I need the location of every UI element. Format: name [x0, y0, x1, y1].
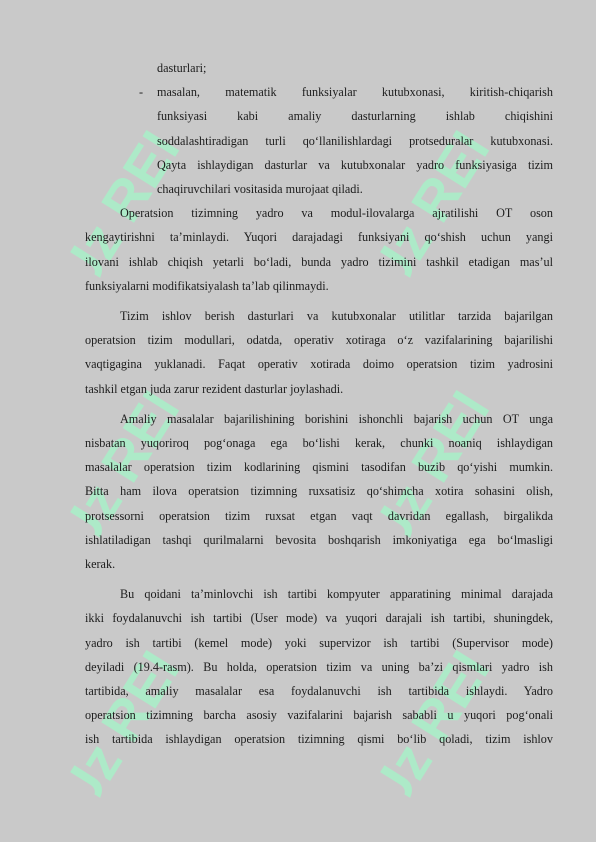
- paragraph: [85, 582, 553, 751]
- text-line-row: [85, 407, 553, 431]
- svg-text:Uz REF: Uz REF: [55, 122, 195, 288]
- text-line-row: [85, 225, 553, 249]
- text-line-row: [85, 552, 553, 576]
- text-line: ish tartibida ishlaydigan operatsion tizimning qismi bo‘lib qoladi, tizim ishlov: [85, 732, 553, 747]
- document-body: [85, 56, 553, 752]
- text-line-row: [85, 479, 553, 503]
- text-line: Tizim ishlov berish dasturlari va kutubxonalar utilitlar tarzida bajarilgan: [120, 309, 553, 324]
- text-line: tartibida, amaliy masalalar esa foydalanuvchi ish tartibida ishlaydi. Yadro: [85, 684, 553, 699]
- text-line: funksiyasi kabi amaliy dasturlarning ishlab chiqishini: [157, 109, 553, 124]
- text-line-row: [85, 153, 553, 177]
- text-line-row: [85, 201, 553, 225]
- text-line: soddalashtiradigan turli qo‘llanilishlardagi protseduralar kutubxonasi.: [157, 133, 553, 148]
- text-line-row: [85, 431, 553, 455]
- text-line: Bu qoidani ta’minlovchi ish tartibi kompyuter apparatining minimal darajada: [120, 587, 553, 602]
- text-line-row: [85, 631, 553, 655]
- text-line: yadro ish tartibi (kemel mode) yoki supervizor ish tartibi (Supervisor mode): [85, 635, 553, 650]
- list-bullet-marker: -: [139, 85, 144, 100]
- text-line-row: [85, 703, 553, 727]
- text-line: Operatsion tizimning yadro va modul-ilovalarga ajratilishi OT oson: [120, 206, 553, 221]
- text-line: Amaliy masalalar bajarilishining borishini ishonchli bajarish uchun OT unga: [120, 411, 553, 426]
- svg-text:Uz REF: Uz REF: [55, 382, 195, 548]
- paragraph: [85, 407, 553, 576]
- text-line-row: [85, 177, 553, 201]
- paragraph: [85, 304, 553, 401]
- svg-text:Uz REF: Uz REF: [365, 382, 505, 548]
- text-line: masalalar operatsion tizim kodlarining qismini tasodifan buzib qo‘yishi mumkin.: [85, 460, 553, 475]
- text-line-row: [85, 655, 553, 679]
- text-line: tashkil etgan juda zarur rezident dasturlar joylashadi.: [85, 381, 344, 396]
- text-line-row: [85, 504, 553, 528]
- text-line: ikki foydalanuvchi ish tartibi (User mode) va yuqori darajali ish tartibi, shuningdek,: [85, 611, 553, 626]
- text-line: operatsion tizimning barcha asosiy vazifalarini bajarish sababli u yuqori pog‘onali: [85, 708, 553, 723]
- text-line: deyiladi (19.4-rasm). Bu holda, operatsion tizim va uning ba’zi qismlari yadro ish: [85, 659, 553, 674]
- text-line: chaqiruvchilari vositasida murojaat qiladi.: [157, 182, 363, 197]
- paragraph: [85, 201, 553, 298]
- text-line-row: [85, 328, 553, 352]
- text-line: masalan, matematik funksiyalar kutubxonasi, kiritish-chiqarish: [157, 85, 553, 100]
- text-line-row: [85, 352, 553, 376]
- text-line-row: [85, 56, 553, 80]
- text-line-row: [85, 250, 553, 274]
- text-line-row: [85, 377, 553, 401]
- text-line: kengaytirishni ta’minlaydi. Yuqori darajadagi funksiyani qo‘shish uchun yangi: [85, 230, 553, 245]
- text-line: operatsion tizim modullari, odatda, operativ xotiraga o‘z vazifalarining bajarilishi: [85, 333, 553, 348]
- svg-text:Uz REF: Uz REF: [55, 642, 195, 808]
- list-item: [85, 80, 553, 201]
- svg-text:Uz REF: Uz REF: [365, 642, 505, 808]
- text-line-row: [85, 606, 553, 630]
- text-line: vaqtigagina yuklanadi. Faqat operativ xotirada doimo operatsion tizim yadrosini: [85, 357, 553, 372]
- text-line: funksiyalarni modifikatsiyalash ta’lab qilinmaydi.: [85, 278, 329, 293]
- text-line: Qayta ishlaydigan dasturlar va kutubxonalar yadro funksiyasiga tizim: [157, 157, 553, 172]
- text-line-row: [85, 104, 553, 128]
- text-line-row: [85, 129, 553, 153]
- text-line: ilovani ishlab chiqish yetarli bo‘ladi, bunda yadro tizimini tashkil etadigan mas’ul: [85, 254, 553, 269]
- text-line-row: [85, 679, 553, 703]
- text-line-row: [85, 274, 553, 298]
- text-line: kerak.: [85, 557, 116, 572]
- list-item-tail: [85, 56, 553, 80]
- text-line-row: [85, 727, 553, 751]
- text-line: Bitta ham ilova operatsion tizimning ruxsatisiz qo‘shimcha xotira sohasini olish,: [85, 484, 553, 499]
- text-line: dasturlari;: [157, 61, 207, 75]
- text-line-row: [85, 528, 553, 552]
- svg-text:Uz REF: Uz REF: [365, 122, 505, 288]
- text-line-row: [85, 80, 553, 104]
- text-line: protsessorni operatsion tizim ruxsat etgan vaqt davridan egallash, birgalikda: [85, 508, 553, 523]
- text-line-row: [85, 455, 553, 479]
- text-line-row: [85, 582, 553, 606]
- text-line: nisbatan yuqoriroq pog‘onaga ega bo‘lishi kerak, chunki noaniq ishlaydigan: [85, 436, 553, 451]
- text-line: ishlatiladigan tashqi qurilmalarni bevosita boshqarish imkoniyatiga ega bo‘lmasligi: [85, 532, 553, 547]
- text-line-row: [85, 304, 553, 328]
